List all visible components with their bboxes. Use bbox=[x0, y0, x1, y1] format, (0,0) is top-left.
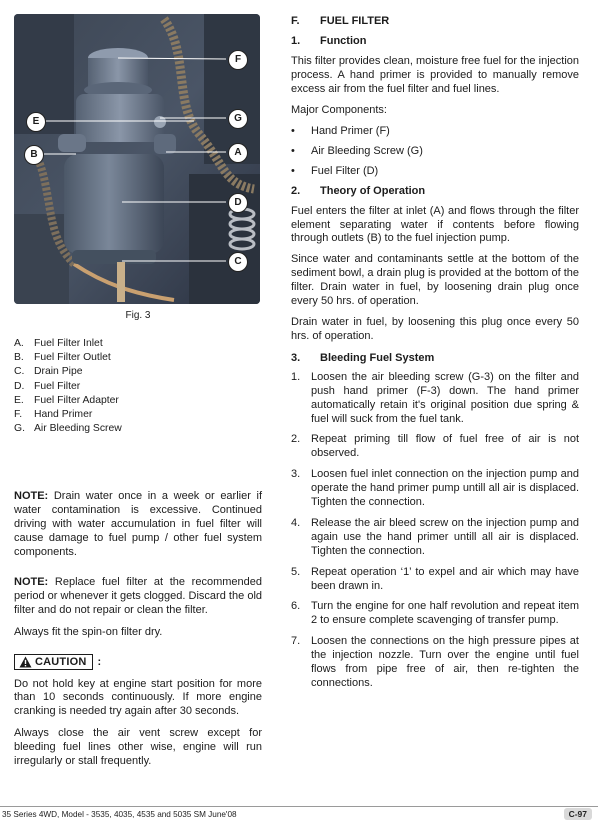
list-item: 6. Turn the engine for one half revolution and repeat item 2 to ensure complete scavenging of transfer pump. bbox=[291, 600, 579, 627]
page-number-badge: C-97 bbox=[564, 808, 592, 820]
list-item: 1. Loosen the air bleeding screw (G-3) on the filter and push hand primer (F-3) down. The hand primer automatically retain it's original position due spring & fuel will suck from the fuel tank. bbox=[291, 370, 579, 425]
right-column bbox=[291, 14, 579, 698]
fuel-filter-illustration bbox=[14, 14, 260, 304]
caution-header: CAUTION : bbox=[14, 654, 262, 670]
left-column bbox=[14, 14, 262, 769]
legend-item: F. Hand Primer bbox=[14, 409, 93, 421]
theory-text-1: Fuel enters the filter at inlet (A) and flows through the filter element separating water if contents before flowing through outlets (B) to the fuel injection pump. bbox=[291, 204, 579, 245]
legend-item: D. Fuel Filter bbox=[14, 380, 81, 392]
note-replace-filter: NOTE: Replace fuel filter at the recommended period or whenever it gets clogged. Discard the old filter and do not repair or clean the filter. bbox=[14, 575, 262, 616]
legend-item: G. Air Bleeding Screw bbox=[14, 423, 122, 435]
footer-text: 35 Series 4WD, Model - 3535, 4035, 4535 and 5035 SM June'08 bbox=[2, 810, 237, 819]
list-item: • Hand Primer (F) bbox=[291, 124, 390, 137]
components-list bbox=[291, 124, 579, 178]
function-heading: 1. Function bbox=[291, 35, 367, 47]
legend-item: B. Fuel Filter Outlet bbox=[14, 352, 111, 364]
theory-heading: 2. Theory of Operation bbox=[291, 184, 426, 197]
legend-item: E. Fuel Filter Adapter bbox=[14, 394, 119, 406]
list-item: • Fuel Filter (D) bbox=[291, 164, 379, 177]
list-item: 7. Loosen the connections on the high pressure pipes at the injection nozzle. Turn over the engine until fuel flows from pipe free of air, then re-tighten the connections. bbox=[291, 635, 579, 689]
list-item: 4. Release the air bleed screw on the injection pump and again use the hand primer untill all air is displaced. Tighten the connection. bbox=[291, 516, 579, 557]
caution-badge: CAUTION bbox=[14, 654, 93, 670]
figure-caption: Fig. 3 bbox=[125, 310, 151, 321]
caution-text-cranking: Do not hold key at engine start position for more than 10 seconds continuously. If more engine cranking is needed try again after 30 seconds. bbox=[14, 677, 262, 718]
callout-D: D bbox=[228, 193, 248, 213]
theory-text-2: Since water and contaminants settle at the bottom of the sediment bowl, a drain plug is provided at the bottom of the filter. Drain water in fuel, by loosening drain plug once every 50 hrs. of operation. bbox=[291, 253, 580, 308]
list-item: 3. Loosen fuel inlet connection on the injection pump and operate the hand primer pump untill all air is displaced. Tighten the connection. bbox=[291, 468, 579, 509]
legend-item: C. Drain Pipe bbox=[14, 366, 83, 378]
bleeding-heading: 3. Bleeding Fuel System bbox=[291, 351, 435, 364]
callout-G: G bbox=[228, 109, 248, 129]
bullet-icon: • bbox=[291, 144, 295, 157]
callout-F: F bbox=[228, 50, 248, 70]
theory-text-3: Drain water in fuel, by loosening this plug once every 50 hrs. of operation. bbox=[291, 315, 579, 342]
page-footer bbox=[0, 802, 598, 826]
callout-E: E bbox=[26, 112, 46, 132]
bleeding-steps bbox=[291, 371, 579, 691]
warning-triangle-icon bbox=[19, 656, 32, 668]
callout-A: A bbox=[228, 143, 248, 163]
caution-text-air-vent: Always close the air vent screw except for bleeding fuel lines other wise, engine will run irregularly or stall frequently. bbox=[14, 727, 262, 768]
spin-on-note: Always fit the spin-on filter dry. bbox=[14, 625, 163, 638]
section-heading: F. FUEL FILTER bbox=[291, 15, 390, 27]
list-item: 5. Repeat operation ‘1’ to expel and air which may have been drawn in. bbox=[291, 565, 579, 592]
fuel-filter-photo bbox=[14, 14, 260, 304]
bullet-icon: • bbox=[291, 124, 295, 137]
bullet-icon: • bbox=[291, 164, 295, 177]
callout-C: C bbox=[228, 252, 248, 272]
list-item: • Air Bleeding Screw (G) bbox=[291, 144, 423, 157]
footer-divider bbox=[0, 806, 598, 807]
list-item: 2. Repeat priming till flow of fuel free of air is not observed. bbox=[291, 433, 579, 460]
legend-list bbox=[14, 337, 262, 436]
components-label: Major Components: bbox=[291, 103, 387, 116]
function-text: This filter provides clean, moisture free fuel for the injection process. A hand primer is provided to manually remove excess air from the fuel filter and fuel lines. bbox=[291, 55, 579, 95]
legend-item: A. Fuel Filter Inlet bbox=[14, 338, 103, 349]
callout-B: B bbox=[24, 145, 44, 165]
note-drain-water: NOTE: Drain water once in a week or earlier if water contamination is excessive. Continued driving with water accumulation in fuel filter will cause damage to fuel pump / other fuel system components. bbox=[14, 490, 262, 559]
